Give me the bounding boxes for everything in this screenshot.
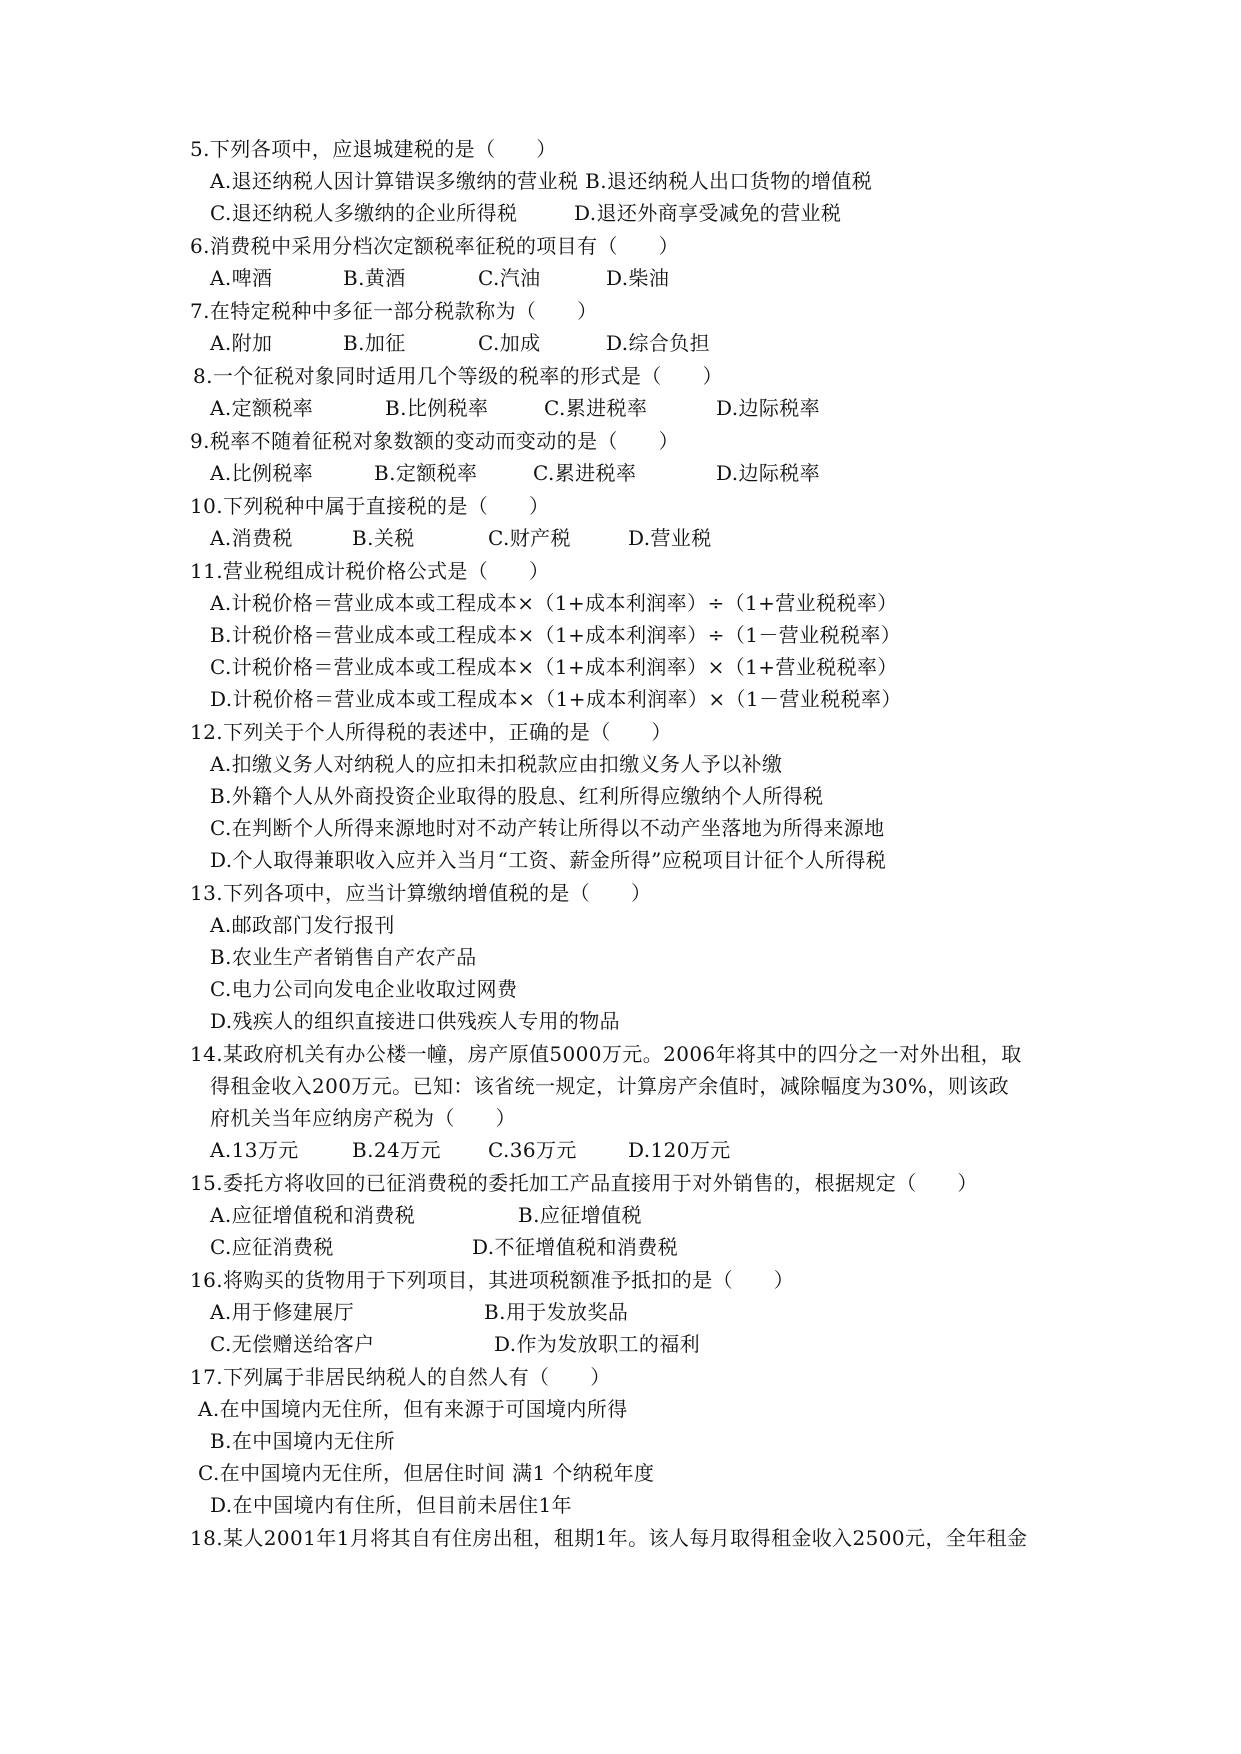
question-11-option-d: D.计税价格＝营业成本或工程成本×（1+成本利润率）×（1－营业税税率） (210, 687, 902, 711)
question-14-stem-line-1: 14.某政府机关有办公楼一幢，房产原值5000万元。2006年将其中的四分之一对外出租，取 (190, 1042, 1022, 1066)
question-6-option-d: D.柴油 (606, 266, 670, 290)
question-5-options-line-1: A.退还纳税人因计算错误多缴纳的营业税 B.退还纳税人出口货物的增值税 (210, 169, 873, 193)
question-14-stem-line-2: 得租金收入200万元。已知：该省统一规定，计算房产余值时，减除幅度为30%，则该政 (210, 1074, 1010, 1098)
question-17-option-d: D.在中国境内有住所，但目前未居住1年 (210, 1493, 573, 1517)
question-14-option-b: B.24万元 (352, 1138, 441, 1162)
question-18-stem: 18.某人2001年1月将其自有住房出租，租期1年。该人每月取得租金收入2500元，全年租金 (190, 1526, 1028, 1550)
question-6-option-b: B.黄酒 (343, 266, 406, 290)
question-7-stem: 7.在特定税种中多征一部分税款称为（ ） (190, 299, 598, 323)
question-15-option-c: C.应征消费税 (210, 1235, 334, 1259)
question-6-option-a: A.啤酒 (210, 266, 273, 290)
question-9-option-b: B.定额税率 (374, 461, 478, 485)
question-9-option-c: C.累进税率 (533, 461, 637, 485)
question-12-option-a: A.扣缴义务人对纳税人的应扣未扣税款应由扣缴义务人予以补缴 (210, 752, 783, 776)
question-10-option-a: A.消费税 (210, 526, 293, 550)
question-7-option-b: B.加征 (343, 331, 406, 355)
question-9-stem: 9.税率不随着征税对象数额的变动而变动的是（ ） (190, 429, 680, 453)
question-17-option-c: C.在中国境内无住所，但居住时间 满1 个纳税年度 (198, 1461, 655, 1485)
question-16-option-b: B.用于发放奖品 (484, 1300, 629, 1324)
question-12-option-d: D.个人取得兼职收入应并入当月“工资、薪金所得”应税项目计征个人所得税 (210, 848, 887, 872)
question-17-option-b: B.在中国境内无住所 (210, 1429, 396, 1453)
question-16-option-d: D.作为发放职工的福利 (494, 1332, 701, 1356)
question-8-option-d: D.边际税率 (716, 396, 821, 420)
question-10-option-d: D.营业税 (628, 526, 712, 550)
question-16-option-c: C.无偿赠送给客户 (210, 1332, 375, 1356)
question-8-stem: 8.一个征税对象同时适用几个等级的税率的形式是（ ） (193, 364, 723, 388)
question-11-stem: 11.营业税组成计税价格公式是（ ） (190, 559, 550, 583)
question-10-stem: 10.下列税种中属于直接税的是（ ） (190, 494, 550, 518)
question-5-option-d: D.退还外商享受减免的营业税 (574, 201, 842, 225)
question-7-option-c: C.加成 (478, 331, 541, 355)
question-8-option-a: A.定额税率 (210, 396, 314, 420)
question-9-option-a: A.比例税率 (210, 461, 314, 485)
question-10-option-b: B.关税 (352, 526, 415, 550)
question-12-option-b: B.外籍个人从外商投资企业取得的股息、红利所得应缴纳个人所得税 (210, 784, 824, 808)
question-8-option-c: C.累进税率 (544, 396, 648, 420)
question-17-stem: 17.下列属于非居民纳税人的自然人有（ ） (190, 1365, 611, 1389)
question-15-stem: 15.委托方将收回的已征消费税的委托加工产品直接用于对外销售的，根据规定（ ） (190, 1171, 978, 1195)
question-13-option-a: A.邮政部门发行报刊 (210, 913, 395, 937)
question-12-option-c: C.在判断个人所得来源地时对不动产转让所得以不动产坐落地为所得来源地 (210, 816, 885, 840)
question-13-stem: 13.下列各项中，应当计算缴纳增值税的是（ ） (190, 881, 652, 905)
question-15-option-b: B.应征增值税 (518, 1203, 642, 1227)
question-6-stem: 6.消费税中采用分档次定额税率征税的项目有（ ） (190, 234, 680, 258)
question-9-option-d: D.边际税率 (716, 461, 821, 485)
question-14-stem-line-3: 府机关当年应纳房产税为（ ） (210, 1106, 516, 1130)
question-6-option-c: C.汽油 (478, 266, 541, 290)
question-15-option-a: A.应征增值税和消费税 (210, 1203, 416, 1227)
question-11-option-b: B.计税价格＝营业成本或工程成本×（1+成本利润率）÷（1－营业税税率） (210, 623, 902, 647)
question-7-option-d: D.综合负担 (606, 331, 711, 355)
question-13-option-c: C.电力公司向发电企业收取过网费 (210, 977, 518, 1001)
question-7-option-a: A.附加 (210, 331, 273, 355)
question-8-option-b: B.比例税率 (385, 396, 489, 420)
question-13-option-b: B.农业生产者销售自产农产品 (210, 945, 477, 969)
question-11-option-c: C.计税价格＝营业成本或工程成本×（1+成本利润率）×（1+营业税税率） (210, 655, 898, 679)
question-14-option-d: D.120万元 (628, 1138, 731, 1162)
question-10-option-c: C.财产税 (488, 526, 571, 550)
question-17-option-a: A.在中国境内无住所，但有来源于可国境内所得 (198, 1397, 628, 1421)
question-16-stem: 16.将购买的货物用于下列项目，其进项税额准予抵扣的是（ ） (190, 1268, 795, 1292)
question-5-option-c: C.退还纳税人多缴纳的企业所得税 (210, 201, 518, 225)
question-13-option-d: D.残疾人的组织直接进口供残疾人专用的物品 (210, 1009, 621, 1033)
question-12-stem: 12.下列关于个人所得税的表述中，正确的是（ ） (190, 720, 672, 744)
question-16-option-a: A.用于修建展厅 (210, 1300, 355, 1324)
question-5-stem: 5.下列各项中，应退城建税的是（ ） (190, 137, 557, 161)
question-15-option-d: D.不征增值税和消费税 (472, 1235, 679, 1259)
question-14-option-c: C.36万元 (488, 1138, 577, 1162)
question-14-option-a: A.13万元 (210, 1138, 299, 1162)
question-11-option-a: A.计税价格＝营业成本或工程成本×（1+成本利润率）÷（1+营业税税率） (210, 591, 898, 615)
